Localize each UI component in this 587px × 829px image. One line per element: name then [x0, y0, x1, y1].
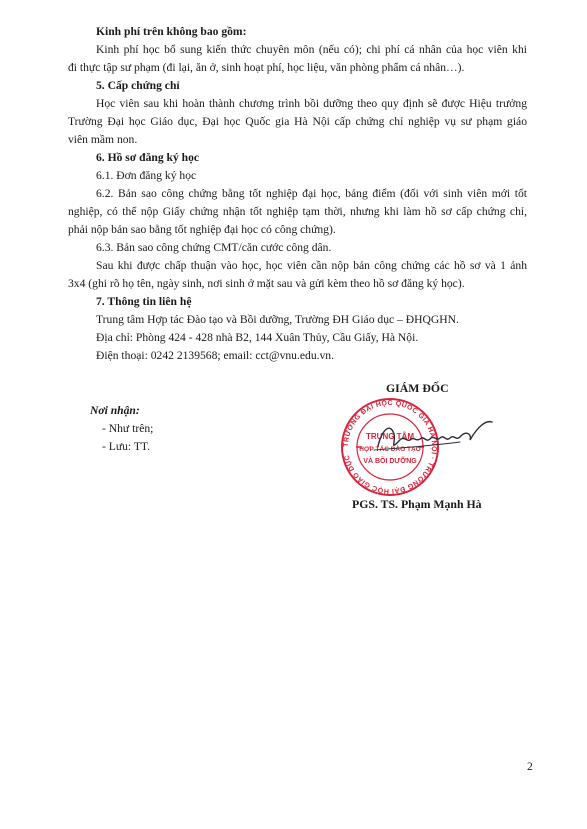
application-note: 3x4 (ghi rõ họ tên, ngày sinh, nơi sinh ở mặt sau và gửi kèm theo hồ sơ đăng ký học). [68, 277, 465, 290]
excluded-fees-text: Kinh phí học bổ sung kiến thức chuyên môn (nếu có); chi phí cá nhân của học viên khi [96, 43, 527, 56]
stamp-center-text: HỢP TÁC ĐÀO TẠO [359, 446, 421, 453]
contact-phone-email: Điện thoại: 0242 2139568; email: cct@vnu.edu.vn. [96, 349, 335, 362]
certificate-text: Trường Đại học Giáo dục, Đại học Quốc gia Hà Nội cấp chứng chỉ nghiệp vụ sư phạm giáo [68, 115, 527, 128]
recipients-heading: Nơi nhận: [90, 404, 140, 417]
certificate-text: viên mầm non. [68, 133, 138, 146]
stamp-center-text: VÀ BỒI DƯỠNG [363, 458, 417, 465]
excluded-fees-text: đi thực tập sư phạm (đi lại, ăn ở, sinh hoạt phí, học liệu, văn phòng phẩm cá nhân…). [68, 61, 465, 74]
recipient-item: - Lưu: TT. [102, 440, 151, 453]
recipient-item: - Như trên; [102, 422, 154, 435]
signer-name: PGS. TS. Phạm Mạnh Hà [352, 497, 482, 511]
excluded-fees-heading: Kinh phí trên không bao gồm: [96, 25, 247, 38]
signer-title: GIÁM ĐỐC [386, 381, 449, 395]
application-item-2: phải nộp bản sao bằng tốt nghiệp đại học có công chứng). [68, 223, 336, 236]
application-item-2: 6.2. Bản sao công chứng bằng tốt nghiệp đại học, bảng điểm (đối với sinh viên mới tốt [96, 187, 527, 200]
section-heading-certificate: 5. Cấp chứng chỉ [96, 79, 180, 92]
section-heading-application: 6. Hồ sơ đăng ký học [96, 151, 200, 164]
application-item-3: 6.3. Bản sao công chứng CMT/căn cước công dân. [96, 241, 332, 254]
section-heading-contact: 7. Thông tin liên hệ [96, 295, 192, 308]
page-number: 2 [527, 760, 533, 773]
contact-organization: Trung tâm Hợp tác Đào tạo và Bồi dưỡng, Trường ĐH Giáo dục – ĐHQGHN. [96, 313, 459, 326]
application-item-2: nghiệp, có thể nộp Giấy chứng nhận tốt nghiệp tạm thời, nhưng khi làm hồ sơ cấp chứng chỉ, [68, 205, 527, 218]
stamp-center-text: TRUNG TÂM [366, 432, 414, 441]
application-item-1: 6.1. Đơn đăng ký học [96, 169, 197, 182]
contact-address: Địa chỉ: Phòng 424 - 428 nhà B2, 144 Xuân Thủy, Cầu Giấy, Hà Nội. [96, 331, 419, 344]
handwritten-signature [360, 412, 502, 462]
stamp-ring-text: TRƯỜNG ĐẠI HỌC QUỐC GIA HÀ NỘI · TRƯỜNG ĐẠI HỌC GIÁO DỤC [342, 399, 438, 495]
application-note: Sau khi được chấp thuận vào học, học viên cần nộp bản công chứng các hồ sơ và 1 ảnh [96, 259, 527, 272]
certificate-text: Học viên sau khi hoàn thành chương trình bồi dưỡng theo quy định sẽ được Hiệu trưởng [96, 97, 527, 110]
